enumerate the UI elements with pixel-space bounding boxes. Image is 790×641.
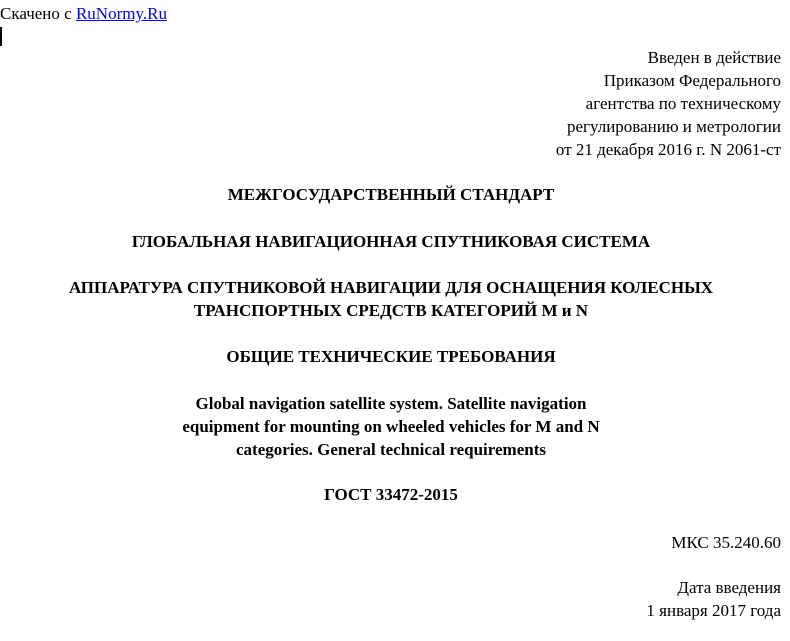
enactment-line: Введен в действие xyxy=(647,48,781,67)
text-cursor xyxy=(0,27,2,46)
equipment-heading xyxy=(0,276,782,322)
enactment-block xyxy=(556,46,781,161)
download-source-line xyxy=(0,2,167,25)
enactment-line: агентства по техническому xyxy=(585,94,781,113)
runormy-link[interactable]: RuNormy.Ru xyxy=(75,4,167,23)
gost-number: ГОСТ 33472-2015 xyxy=(324,485,458,504)
english-title-line: Global navigation satellite system. Satellite navigation xyxy=(195,394,587,413)
english-title-line: equipment for mounting on wheeled vehicles for M and N xyxy=(182,417,600,436)
download-source-prefix: Скачено с xyxy=(0,4,76,23)
standard-type-heading: МЕЖГОСУДАРСТВЕННЫЙ СТАНДАРТ xyxy=(227,185,555,204)
system-heading: ГЛОБАЛЬНАЯ НАВИГАЦИОННАЯ СПУТНИКОВАЯ СИСТЕМА xyxy=(131,232,651,251)
requirements-heading: ОБЩИЕ ТЕХНИЧЕСКИЕ ТРЕБОВАНИЯ xyxy=(226,347,556,366)
equipment-heading-line: ТРАНСПОРТНЫХ СРЕДСТВ КАТЕГОРИЙ М и N xyxy=(193,301,589,320)
enactment-line: Приказом Федерального xyxy=(603,71,781,90)
introduction-date-line: Дата введения xyxy=(677,578,781,597)
mks-code: МКС 35.240.60 xyxy=(671,533,781,552)
enactment-line: от 21 декабря 2016 г. N 2061-ст xyxy=(555,140,781,159)
introduction-date-line: 1 января 2017 года xyxy=(646,601,781,620)
english-title-line: categories. General technical requirements xyxy=(235,440,546,459)
english-title xyxy=(0,392,782,461)
equipment-heading-line: АППАРАТУРА СПУТНИКОВОЙ НАВИГАЦИИ ДЛЯ ОСНАЩЕНИЯ КОЛЕСНЫХ xyxy=(68,278,714,297)
enactment-line: регулированию и метрологии xyxy=(566,117,781,136)
introduction-date-block xyxy=(646,576,781,622)
